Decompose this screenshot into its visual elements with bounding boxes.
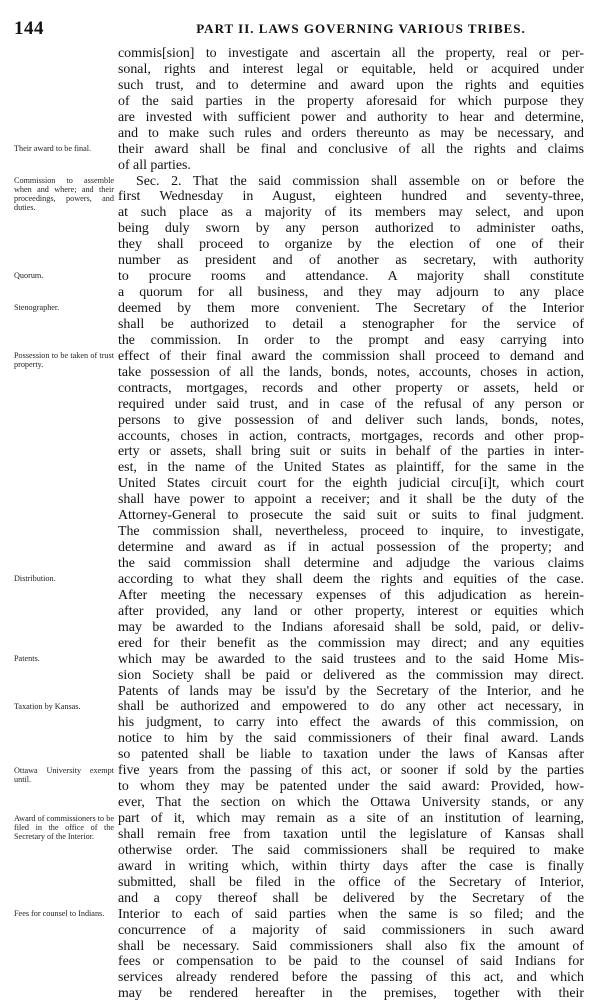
text-line: sonal, rights and interest legal or equitable, held or acquired under <box>118 61 584 77</box>
running-head: PART II. LAWS GOVERNING VARIOUS TRIBES. <box>196 21 526 36</box>
text-line: determine and award as if in actual possession of the property; and <box>118 540 584 556</box>
body-text <box>118 46 584 1002</box>
page-number: 144 <box>14 18 44 39</box>
text-line: est, in the name of the United States as plaintiff, for the same in the <box>118 460 584 476</box>
text-line: are invested with sufficient power and authority to hear and determine, <box>118 109 584 125</box>
text-line: and to make such rules and orders thereunto as may be necessary, and <box>118 125 584 141</box>
text-line: a quorum for all business, and they may adjourn to any place <box>118 285 584 301</box>
text-line: according to what they shall deem the rights and equities of the case. <box>118 571 584 587</box>
text-line: at such place as a majority of its members may select, and upon <box>118 205 584 221</box>
text-line: of all parties. <box>118 157 191 173</box>
text-line: his judgment, to carry into effect the awards of this commission, on <box>118 715 584 731</box>
text-line: The commission shall, nevertheless, proceed to inquire, to investigate, <box>118 524 584 540</box>
text-line: persons to give possession of and deliver such lands, bonds, notes, <box>118 412 584 428</box>
text-line: being duly sworn by any person authorized to administer oaths, <box>118 221 584 237</box>
text-line: the commission. In order to the prompt and easy carrying into <box>118 332 584 348</box>
margin-note: Stenographer. <box>14 303 60 313</box>
text-line: notice to him by the said commissioners of their final award. Lands <box>118 731 584 747</box>
text-line: accounts, choses in action, contracts, mortgages, records and other prop- <box>118 428 584 444</box>
text-line: shall have power to appoint a receiver; and it shall be the duty of the <box>118 492 584 508</box>
text-line: of the said parties in the property aforesaid for which purpose they <box>118 93 584 109</box>
margin-note: Award of commissioners to be filed in the office of the Secretary of the Interior. <box>14 813 114 842</box>
text-line: deemed by them more convenient. The Secretary of the Interior <box>118 301 584 316</box>
text-line: so patented shall be liable to taxation under the laws of Kansas after <box>118 747 584 763</box>
text-line: after provided, any land or other property, interest or equities which <box>118 603 584 619</box>
text-line: United States circuit court for the eighth judicial circu[i]t, which court <box>118 476 584 492</box>
page-header <box>14 18 586 40</box>
text-line: to procure rooms and attendance. A majority shall constitute <box>118 269 584 285</box>
margin-note: Patents. <box>14 654 40 664</box>
text-line: sion Society shall be paid or delivered as the commission may direct. <box>118 667 584 683</box>
text-line: their award shall be final and conclusive of all the rights and claims <box>118 141 584 157</box>
text-line: such trust, and to determine and award upon the rights and equities <box>118 77 584 93</box>
text-line: may be rendered hereafter in the premises, together with their <box>118 986 584 1002</box>
text-line: they shall proceed to organize by the election of one of their <box>118 237 584 253</box>
margin-note: Quorum. <box>14 271 44 281</box>
text-line: the said commission shall determine and adjudge the various claims <box>118 556 584 571</box>
text-line: erty or assets, shall bring suit or suits in behalf of the parties in inter- <box>118 444 584 460</box>
text-line: ered for their benefit as the commission may direct; and any equities <box>118 635 584 651</box>
text-line: number as president and of another as secretary, with authority <box>118 253 584 269</box>
text-line: Patents of lands may be issu'd by the Secretary of the Interior, and he <box>118 683 584 699</box>
text-line: services already rendered before the passing of this act, and which <box>118 970 584 986</box>
text-line: Attorney-General to prosecute the said suit or suits to final judgment. <box>118 508 584 524</box>
text-line: submitted, shall be filed in the office of the Secretary of Interior, <box>118 874 584 890</box>
text-line: shall be authorized and empowered to do any other act necessary, in <box>118 699 584 715</box>
text-line: and a copy thereof shall be delivered by the Secretary of the <box>118 890 584 906</box>
margin-note: Distribution. <box>14 574 56 584</box>
text-line: part of it, which may remain as a site of an institution of learning, <box>118 811 584 826</box>
text-line: commis[sion] to investigate and ascertain all the property, real or per- <box>118 46 584 61</box>
text-line: After meeting the necessary expenses of this adjudication as herein- <box>118 587 584 603</box>
text-line: otherwise order. The said commissioners shall be required to make <box>118 842 584 858</box>
text-line: first Wednesday in August, eighteen hundred and seventy-three, <box>118 189 584 205</box>
text-line: take possession of all the lands, bonds, notes, accounts, choses in action, <box>118 364 584 380</box>
margin-note: Taxation by Kansas. <box>14 701 81 711</box>
text-line: ever, That the section on which the Ottawa University stands, or any <box>118 795 584 811</box>
margin-note: Ottawa University exempt until. <box>14 765 114 785</box>
text-line: which may be awarded to the said trustees and to the said Home Mis- <box>118 651 584 667</box>
margin-note: Commission to assemble when and where; and their proceedings, powers, and duties. <box>14 175 114 213</box>
text-line: shall remain free from taxation until the legislature of Kansas shall <box>118 826 584 842</box>
text-line: effect of their final award the commission shall proceed to demand and <box>118 348 584 364</box>
text-line: award in writing which, within thirty days after the case is finally <box>118 858 584 874</box>
text-line: fees or compensation to be paid to the counsel of said Indians for <box>118 954 584 970</box>
text-line: five years from the passing of this act, or sooner if sold by the parties <box>118 763 584 779</box>
margin-note: Fees for counsel to Indians. <box>14 909 105 919</box>
text-line: Interior to each of said parties when the same is so filed; and the <box>118 906 584 922</box>
text-line: shall be authorized to detail a stenographer for the service of <box>118 316 584 332</box>
margin-note: Possession to be taken of trust property. <box>14 351 114 370</box>
text-line: shall be necessary. Said commissioners shall also fix the amount of <box>118 938 584 954</box>
text-line: to whom they may be patented under the said award: Provided, how- <box>118 779 584 795</box>
text-line: Sec. 2. That the said commission shall assemble on or before the <box>136 173 584 189</box>
text-line: contracts, mortgages, records and other property or assets, held or <box>118 380 584 396</box>
text-line: required under said trust, and in case of the refusal of any person or <box>118 396 584 412</box>
margin-note: Their award to be final. <box>14 143 92 153</box>
text-line: concurrence of a majority of said commissioners in such award <box>118 922 584 938</box>
text-line: may be awarded to the Indians aforesaid shall be sold, paid, or deliv- <box>118 619 584 635</box>
